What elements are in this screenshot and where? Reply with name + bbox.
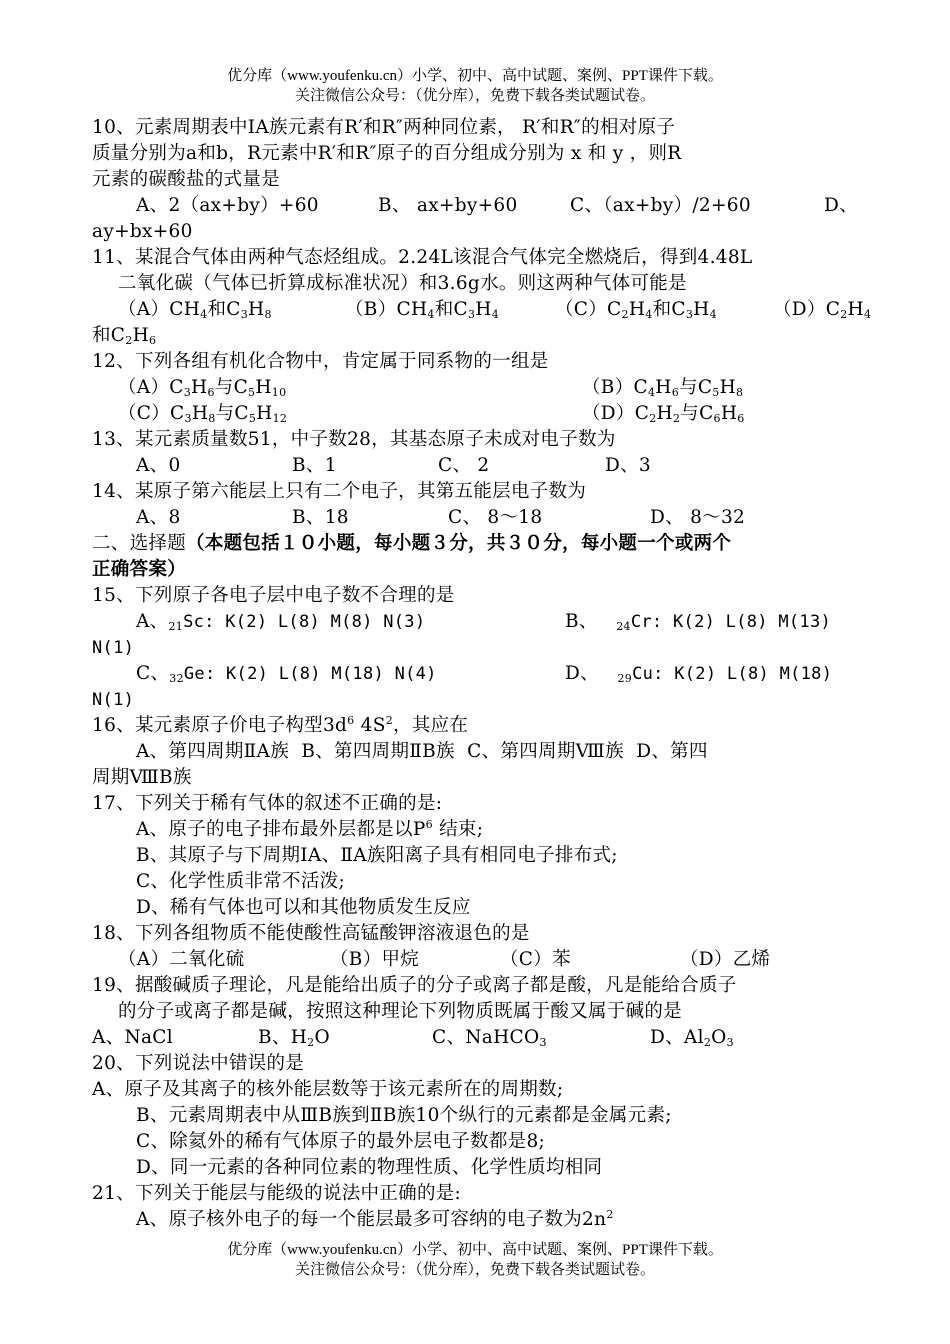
q15-option-b-cont: N(1) [92,638,135,658]
q12-line-1: 12、下列各组有机化合物中，肯定属于同系物的一组是 [92,351,549,372]
q15-option-d: D、 $_{29}$Cu: K(2) L(8) M(18) [565,663,833,685]
q20-option-b: B、元素周期表中从ⅢB族到ⅡB族10个纵行的元素都是金属元素; [136,1105,672,1126]
q13-option-d: D、3 [605,455,652,476]
q10-option-d: D、 [824,195,858,216]
q18-option-c: （C）苯 [500,949,571,970]
q11-option-a: $(A)CH_4$和$C_3H_8$ [118,299,272,321]
q16-line-1: 16、某元素原子价电子构型$3d^6$ $4S^2$，其应在 [92,714,469,736]
q10-option-d-cont: ay+bx+60 [92,221,193,242]
q18-option-a: （A）二氧化硫 [118,949,245,970]
page-header [0,66,950,106]
q11-line-1: 11、某混合气体由两种气态烃组成。2.24L该混合气体完全燃烧后，得到4.48L [92,247,753,268]
q14-option-d: D、 8～32 [650,507,746,528]
q14-line-1: 14、某原子第六能层上只有二个电子，其第五能层电子数为 [92,481,587,502]
q12-option-b: $(B)C_4H_6$与$C_5H_8$ [582,377,744,399]
header-line-2: 关注微信公众号：（优分库），免费下载各类试题试卷。 [294,88,655,104]
section-2-heading-cont: 正确答案） [92,559,187,580]
page-footer [0,1240,950,1280]
q20-option-c: C、除氦外的稀有气体原子的最外层电子数都是8; [136,1131,546,1152]
q19-option-a: A、NaCl [92,1027,173,1048]
q17-option-a: A、原子的电子排布最外层都是以$P^6$ 结束; [136,818,484,840]
q10-line-3: 元素的碳酸盐的式量是 [92,169,281,190]
q11-option-d: $(D)C_2H_4$ [773,299,872,321]
q16-options: A、第四周期ⅡA族 B、第四周期ⅡB族 C、第四周期Ⅷ族 D、第四 [136,741,708,762]
q19-line-2: 的分子或离子都是碱，按照这种理论下列物质既属于酸又属于碱的是 [118,1001,683,1022]
q20-line-1: 20、下列说法中错误的是 [92,1053,305,1074]
q15-option-a: A、$_{21}$Sc: K(2) L(8) M(8) N(3) [136,611,426,633]
q13-line-1: 13、某元素质量数51，中子数28，其基态原子未成对电子数为 [92,429,616,450]
q12-option-c: $(C)C_3H_8$与$C_5H_{12}$ [118,403,288,425]
q18-line-1: 18、下列各组物质不能使酸性高锰酸钾溶液退色的是 [92,923,530,944]
q15-option-b: B、 $_{24}$Cr: K(2) L(8) M(13) [565,611,832,633]
q11-option-d-cont: 和$C_2H_6$ [92,325,157,347]
q19-option-b: B、$H_2O$ [258,1027,330,1049]
q17-option-d: D、稀有气体也可以和其他物质发生反应 [136,897,471,918]
q11-option-c: $(C)C_2H_4$和$C_3H_4$ [555,299,717,321]
q20-option-a: A、原子及其离子的核外能层数等于该元素所在的周期数; [92,1079,564,1100]
q14-option-b: B、18 [292,507,349,528]
q17-option-b: B、其原子与下周期ⅠA、ⅡA族阳离子具有相同电子排布式; [136,845,618,866]
q15-option-d-cont: N(1) [92,690,135,710]
q20-option-d: D、同一元素的各种同位素的物理性质、化学性质均相同 [136,1157,603,1178]
q14-option-a: A、8 [136,507,181,528]
q14-option-c: C、 8～18 [448,507,543,528]
footer-line-1: 优分库（www.youfenku.cn）小学、初中、高中试题、案例、PPT课件下载。 [227,1242,723,1258]
q12-option-a: $(A)C_3H_6$与$C_5H_{10}$ [118,377,287,399]
q21-option-a: A、原子核外电子的每一个能层最多可容纳的电子数为$2n^2$ [136,1208,614,1230]
q10-option-a: A、2（ax+by）+60 [136,195,319,216]
q16-options-cont: 周期ⅧB族 [92,767,192,788]
q13-option-b: B、1 [292,455,337,476]
q18-option-b: （B）甲烷 [330,949,420,970]
q15-option-c: C、$_{32}$Ge: K(2) L(8) M(18) N(4) [136,663,437,685]
q12-option-d: $(D)C_2H_2$与$C_6H_6$ [582,403,745,425]
q11-line-2: 二氧化碳（气体已折算成标准状况）和3.6g水。则这两种气体可能是 [118,273,687,294]
header-line-1: 优分库（www.youfenku.cn）小学、初中、高中试题、案例、PPT课件下载。 [227,68,723,84]
footer-line-2: 关注微信公众号：（优分库），免费下载各类试题试卷。 [294,1262,655,1278]
q10-option-b: B、 ax+by+60 [378,195,518,216]
q19-option-d: D、$Al_2O_3$ [650,1027,734,1049]
q10-option-c: C、（ax+by）/2+60 [570,195,751,216]
q15-line-1: 15、下列原子各电子层中电子数不合理的是 [92,585,455,606]
q18-option-d: （D）乙烯 [680,949,771,970]
q17-line-1: 17、下列关于稀有气体的叙述不正确的是: [92,793,443,814]
q19-line-1: 19、据酸碱质子理论，凡是能给出质子的分子或离子都是酸，凡是能给合质子 [92,975,737,996]
q10-line-1: 10、元素周期表中ⅠA族元素有R′和R″两种同位素， R′和R″的相对原子 [92,117,676,138]
q21-line-1: 21、下列关于能层与能级的说法中正确的是: [92,1183,462,1204]
q17-option-c: C、化学性质非常不活泼; [136,871,345,892]
q11-option-b: $(B)CH_4$和$C_3H_4$ [345,299,500,321]
q13-option-c: C、 2 [438,455,490,476]
q13-option-a: A、0 [136,455,181,476]
q19-option-c: C、NaHCO$_3$ [432,1027,547,1049]
section-2-heading: 二、选择题（本题包括１０小题，每小题３分，共３０分，每小题一个或两个 [92,533,732,554]
q10-line-2: 质量分别为a和b，R元素中R′和R″原子的百分组成分别为 x 和 y ，则R [92,143,682,164]
